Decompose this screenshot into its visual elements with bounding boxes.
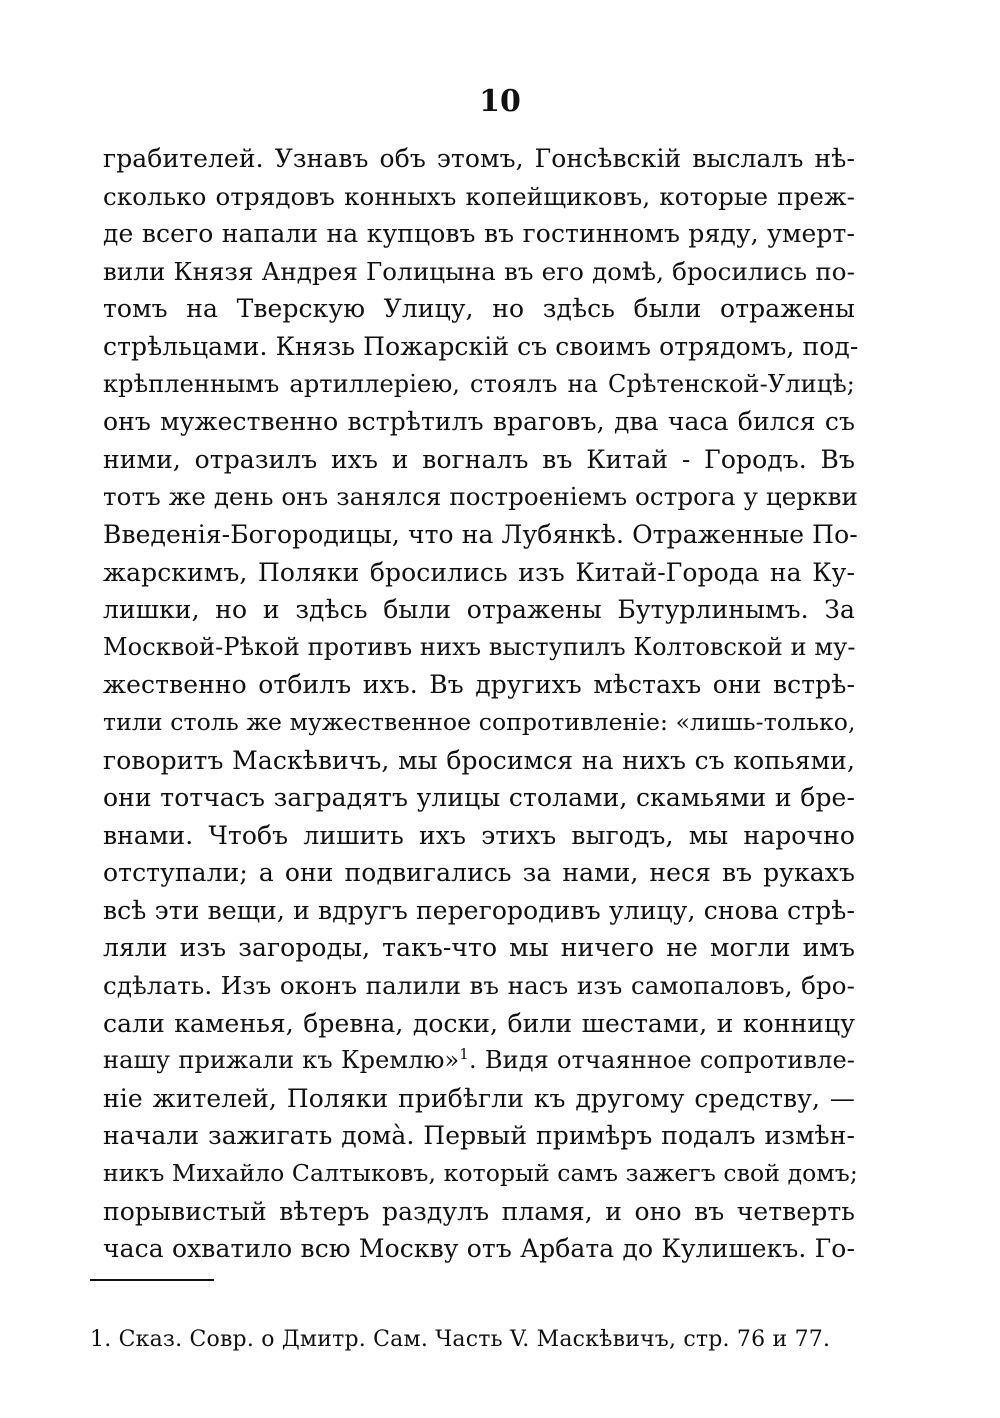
text-line: никъ Михайло Салтыковъ, который самъ зажегъ свой домъ; (103, 1159, 858, 1188)
text-line: ними, отразилъ ихъ и вогналъ въ Китай - Городъ. Въ (103, 444, 855, 474)
text-segment: . Видя отчаянное сопротивле- (468, 1046, 855, 1075)
text-segment: нашу прижали къ Кремлю» (103, 1046, 460, 1075)
text-line: тили столь же мужественное сопротивленіе: «лишь-только, (103, 707, 856, 736)
text-line: томъ на Тверскую Улицу, но здѣсь были отражены (103, 294, 855, 324)
text-line: отступали; а они подвигались за нами, неся въ рукахъ (103, 858, 855, 888)
footnote-reference: 1 (459, 1045, 469, 1064)
text-line: они тотчасъ заградятъ улицы столами, скамьями и бре- (103, 783, 855, 813)
text-line: часа охватило всю Москву отъ Арбата до Кулишекъ. Го- (103, 1234, 855, 1264)
footnote-marker: 1. (90, 1327, 112, 1352)
text-line: Введенія-Богородицы, что на Лубянкѣ. Отраженные По- (103, 519, 858, 549)
footnote-text: Сказ. Совр. о Дмитр. Сам. Часть V. Маскѣвичъ, стр. 76 и 77. (118, 1327, 831, 1352)
text-line: жественно отбилъ ихъ. Въ другихъ мѣстахъ они встрѣ- (103, 670, 855, 700)
text-line: жарскимъ, Поляки бросились изъ Китай-Города на Ку- (103, 557, 855, 587)
text-line: грабителей. Узнавъ объ этомъ, Гонсѣвскій выслалъ нѣ- (103, 144, 855, 173)
text-line: тотъ же день онъ занялся построеніемъ острога у церкви (103, 482, 858, 512)
text-line: Москвой-Рѣкой противъ нихъ выступилъ Колтовской и му- (103, 632, 856, 661)
text-line: сдѣлать. Изъ оконъ палили въ насъ изъ самопаловъ, бро- (103, 971, 855, 1001)
text-line: говоритъ Маскѣвичъ, мы бросимся на нихъ съ копьями, (103, 745, 855, 775)
text-line: начали зажигать домà. Первый примѣръ подалъ измѣн- (103, 1121, 855, 1151)
text-line: сали каменья, бревна, доски, били шестами, и конницу (103, 1008, 855, 1038)
text-line: лишки, но и здѣсь были отражены Бутурлинымъ. За (103, 595, 855, 625)
text-line: сколько отрядовъ конныхъ копейщиковъ, которые преж- (103, 181, 855, 211)
text-line: стрѣльцами. Князь Пожарскій съ своимъ отрядомъ, под- (103, 331, 859, 361)
text-line: вили Князя Андрея Голицына въ его домѣ, бросились по- (103, 256, 855, 286)
text-line: ляли изъ загороды, такъ-что мы ничего не могли имъ (103, 933, 855, 963)
text-line: всѣ эти вещи, и вдругъ перегородивъ улицу, снова стрѣ- (103, 895, 855, 925)
body-text (103, 140, 859, 1268)
text-line-with-footnote (103, 1042, 855, 1080)
text-line: крѣпленнымъ артиллеріею, стоялъ на Срѣтенской-Улицѣ; (103, 369, 855, 398)
text-line: порывистый вѣтеръ раздулъ пламя, и оно въ четверть (103, 1196, 855, 1226)
text-line: ніе жителей, Поляки прибѣгли къ другому средству, — (103, 1083, 855, 1113)
footnote (90, 1326, 830, 1354)
text-line: внами. Чтобъ лишить ихъ этихъ выгодъ, мы нарочно (103, 820, 855, 850)
page-number: 10 (479, 84, 521, 119)
footnote-divider (90, 1279, 214, 1281)
text-line: де всего напали на купцовъ въ гостинномъ ряду, умерт- (103, 219, 855, 249)
text-line: онъ мужественно встрѣтилъ враговъ, два часа бился съ (103, 407, 855, 437)
